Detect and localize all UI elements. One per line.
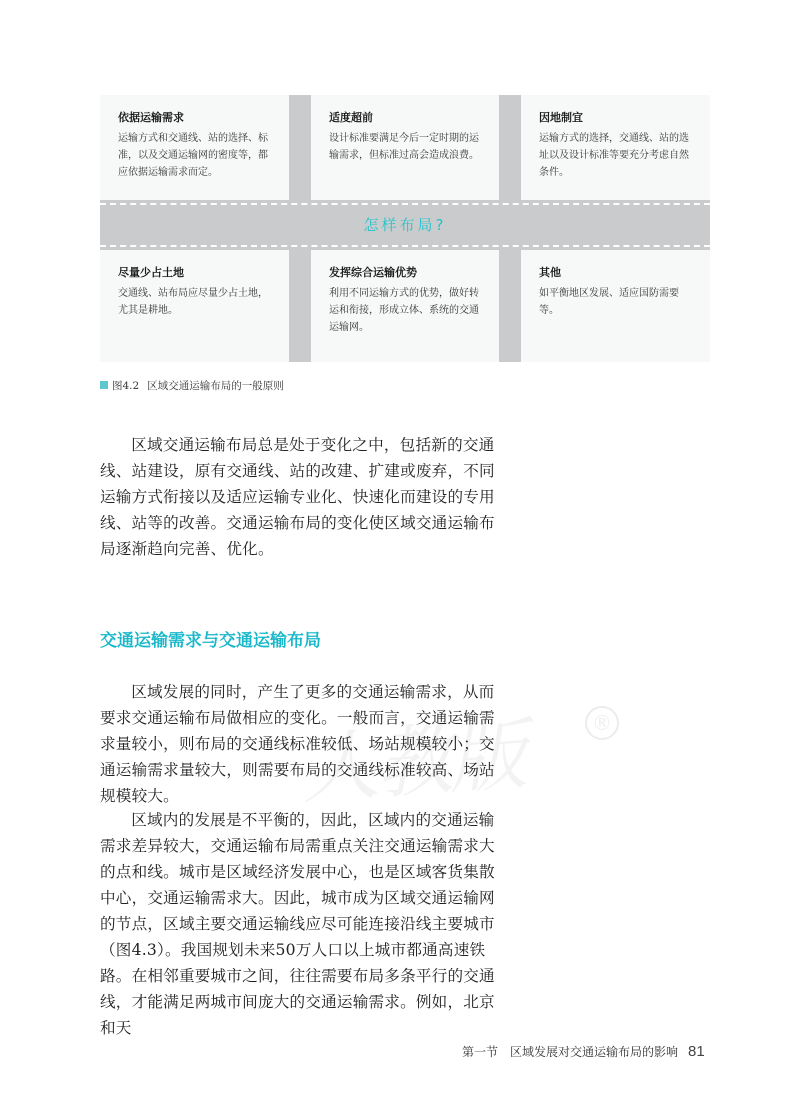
principle-box — [521, 95, 710, 200]
road-question-text: 怎样布局? — [363, 216, 447, 234]
page-number: 81 — [688, 1043, 705, 1060]
paragraph: 区域交通运输布局总是处于变化之中，包括新的交通线、站建设，原有交通线、站的改建、扩建或废弃，不同运输方式衔接以及适应运输专业化、快速化而建设的专用线、站等的改善。交通运输布局的变化使区域交通运输布局逐渐趋向完善、优化。 — [100, 436, 495, 558]
principle-box — [311, 250, 499, 362]
registered-mark-icon: ® — [585, 706, 619, 740]
principle-title: 依据运输需求 — [118, 111, 184, 124]
figure-caption — [100, 378, 284, 393]
paragraph: 区域发展的同时，产生了更多的交通运输需求，从而要求交通运输布局做相应的变化。一般而言，交通运输需求量较小，则布局的交通线标准较低、场站规模较小；交通运输需求量较大，则需要布局的交通线标准较高、场站规模较大。 — [100, 683, 495, 805]
principle-text: 利用不同运输方式的优势，做好转运和衔接，形成立体、系统的交通运输网。 — [329, 288, 479, 333]
caption-text: 区域交通运输布局的一般原则 — [147, 380, 284, 392]
principle-box — [100, 95, 289, 200]
caption-marker-icon — [100, 381, 108, 389]
caption-number: 图4.2 — [112, 380, 140, 392]
principle-title: 发挥综合运输优势 — [329, 266, 417, 279]
principle-text: 设计标准要满足今后一定时期的运输需求，但标准过高会造成浪费。 — [329, 133, 479, 161]
horizontal-road — [100, 200, 710, 250]
footer-section-title: 第一节 区域发展对交通运输布局的影响 — [462, 1045, 679, 1059]
principle-title: 适度超前 — [329, 111, 373, 124]
principle-text: 运输方式的选择，交通线、站的选址以及设计标准等要充分考虑自然条件。 — [539, 133, 689, 178]
principle-box — [521, 250, 710, 362]
principle-title: 其他 — [539, 266, 561, 279]
principle-text: 如平衡地区发展、适应国防需要等。 — [539, 288, 679, 316]
section-heading: 交通运输需求与交通运输布局 — [100, 631, 321, 651]
page-footer — [462, 1043, 705, 1060]
principle-box — [100, 250, 289, 362]
principle-box — [311, 95, 499, 200]
principle-title: 因地制宜 — [539, 111, 583, 124]
principle-text: 运输方式和交通线、站的选择、标准，以及交通运输网的密度等，都应依据运输需求而定。 — [118, 133, 268, 178]
principle-text: 交通线、站布局应尽量少占土地，尤其是耕地。 — [118, 288, 268, 316]
paragraph: 区域内的发展是不平衡的，因此，区域内的交通运输需求差异较大，交通运输布局需重点关注交通运输需求大的点和线。城市是区域经济发展中心，也是区域客货集散中心，交通运输需求大。因此，城市成为区域交通运输网的节点，区域主要交通运输线应尽可能连接沿线主要城市（图4.3）。我国规划未来50万人口以上城市都通高速铁路。在相邻重要城市之间，往往需要布局多条平行的交通线，才能满足两城市间庞大的交通运输需求。例如，北京和天 — [100, 811, 495, 1037]
principle-title: 尽量少占土地 — [118, 266, 184, 279]
principles-figure — [100, 95, 710, 362]
